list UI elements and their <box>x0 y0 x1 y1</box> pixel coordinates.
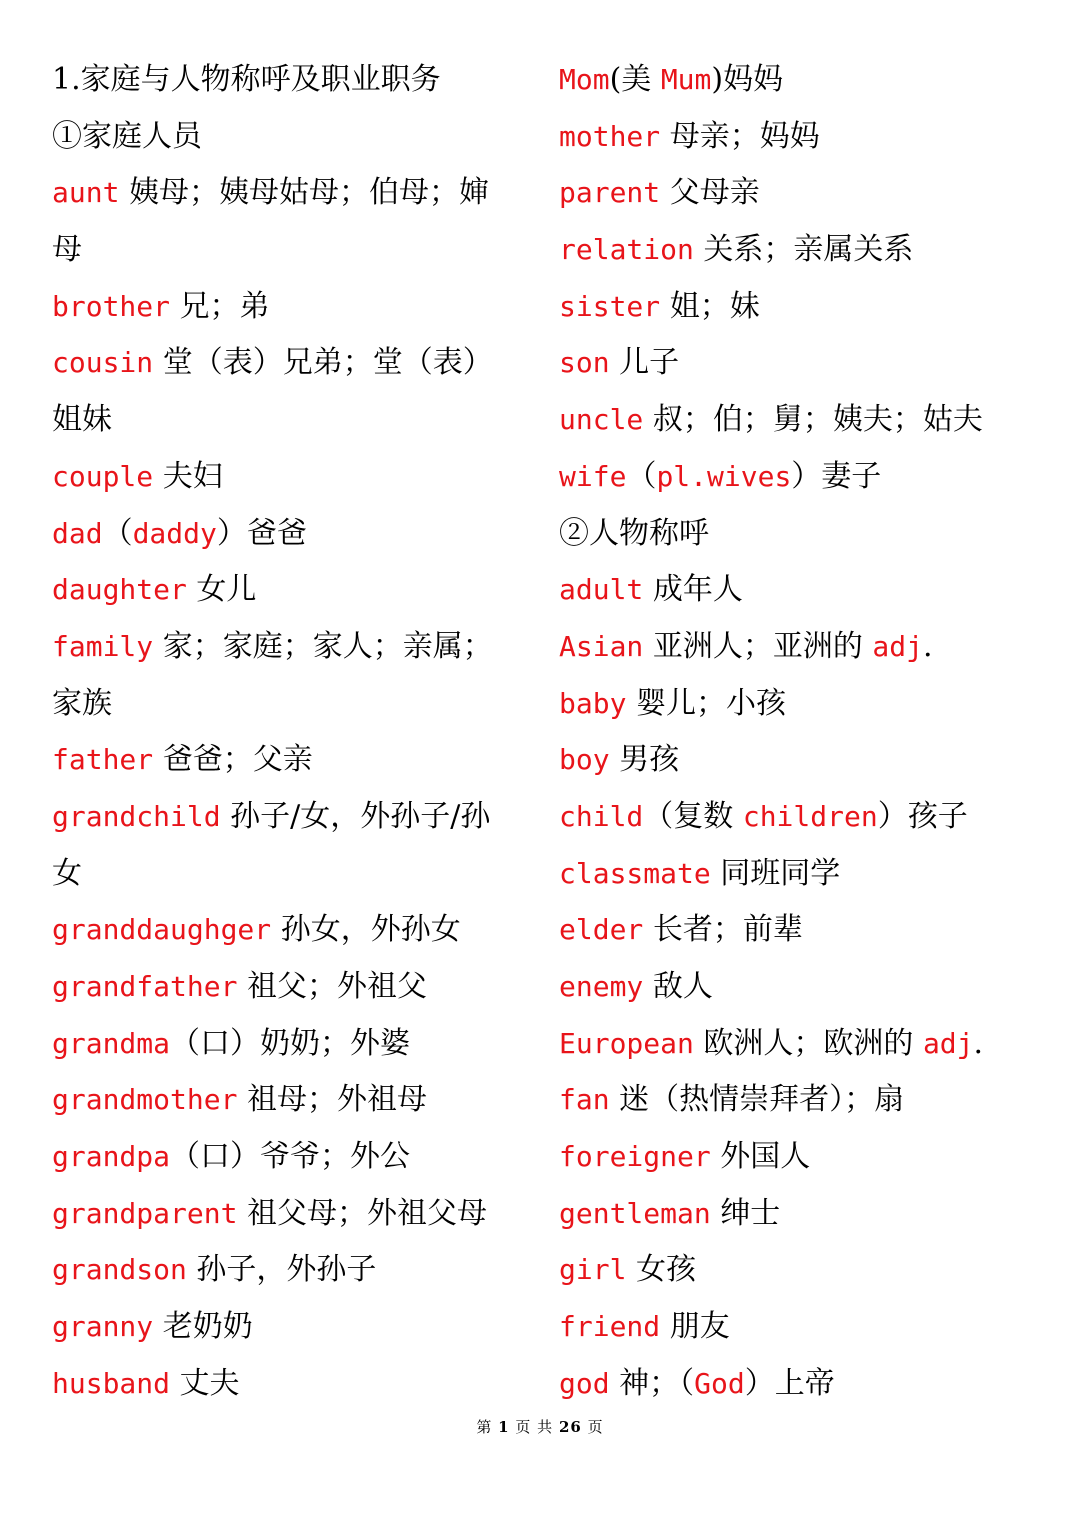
english-word: uncle <box>559 403 644 437</box>
vocab-entry <box>52 902 530 959</box>
english-word: grandchild <box>52 799 221 833</box>
vocab-entry <box>559 392 1039 449</box>
english-word: girl <box>559 1253 627 1287</box>
chinese-meaning: 祖父母；外祖父母 <box>237 1195 487 1231</box>
english-word: Mom <box>559 63 610 96</box>
english-word: brother <box>52 289 171 323</box>
vocab-entry <box>559 902 1039 959</box>
chinese-meaning: 母亲；妈妈 <box>660 118 820 154</box>
vocab-entry <box>559 1129 1039 1186</box>
english-word: Mum <box>660 63 712 96</box>
chinese-meaning: ②人物称呼 <box>559 515 709 551</box>
page-footer <box>0 1416 1080 1437</box>
chinese-meaning: 绅士 <box>710 1195 781 1231</box>
vocab-entry <box>52 506 530 563</box>
text-line <box>559 506 1039 563</box>
chinese-meaning: （口）奶奶；外婆 <box>170 1025 411 1061</box>
vocab-entry <box>52 1129 530 1186</box>
english-word: cousin <box>52 346 154 380</box>
vocab-entry <box>52 1356 530 1413</box>
english-word: wife <box>559 459 627 493</box>
text-line <box>52 222 530 279</box>
vocab-entry <box>559 676 1039 733</box>
left-column <box>52 52 530 1413</box>
english-word: son <box>559 346 610 380</box>
vocab-entry <box>52 789 530 846</box>
english-word: sister <box>559 289 661 323</box>
chinese-meaning: 祖母；外祖母 <box>237 1082 427 1118</box>
english-word: father <box>52 743 154 777</box>
chinese-meaning: （ <box>102 515 133 551</box>
text-line <box>52 846 530 903</box>
chinese-meaning: ①家庭人员 <box>52 118 202 154</box>
vocab-entry <box>52 1186 530 1243</box>
vocab-entry <box>52 1242 530 1299</box>
chinese-meaning: 1.家庭与人物称呼及职业职务 <box>52 62 441 97</box>
vocab-entry <box>52 449 530 506</box>
vocab-entry <box>52 1072 530 1129</box>
chinese-meaning: 丈夫 <box>170 1365 240 1401</box>
vocab-entry <box>559 619 1039 676</box>
chinese-meaning: 母 <box>52 232 82 268</box>
english-word: daddy <box>132 516 217 550</box>
chinese-meaning: ）爸爸 <box>216 515 307 551</box>
text-line <box>52 109 530 166</box>
chinese-meaning: 亚洲人；亚洲的 <box>643 628 873 664</box>
vocab-entry <box>559 1072 1039 1129</box>
chinese-meaning: 女 <box>52 855 82 891</box>
english-word: grandma <box>52 1026 171 1060</box>
vocab-entry <box>559 562 1039 619</box>
english-word: foreigner <box>559 1140 711 1174</box>
vocab-entry <box>52 732 530 789</box>
chinese-meaning: 家族 <box>52 685 112 721</box>
english-word: couple <box>52 459 154 493</box>
english-word: grandpa <box>52 1140 171 1174</box>
english-word: gentleman <box>559 1196 711 1230</box>
english-word: granny <box>52 1310 154 1344</box>
english-word: god <box>559 1366 610 1400</box>
chinese-meaning: 迷（热情崇拜者）；扇 <box>609 1082 905 1118</box>
chinese-meaning: ）妻子 <box>791 458 882 494</box>
chinese-meaning: 男孩 <box>609 742 680 778</box>
footer-total-pages: 26 <box>558 1418 582 1436</box>
english-word: grandparent <box>52 1196 238 1230</box>
vocab-entry <box>559 1299 1039 1356</box>
chinese-meaning: )妈妈 <box>711 62 784 97</box>
english-word: pl.wives <box>656 459 792 493</box>
chinese-meaning: 婴儿；小孩 <box>626 685 786 721</box>
english-word: God <box>694 1366 745 1400</box>
english-word: Asian <box>559 629 644 663</box>
chinese-meaning: 成年人 <box>643 572 743 608</box>
chinese-meaning: （ <box>626 458 657 494</box>
vocab-entry <box>559 1186 1039 1243</box>
chinese-meaning: 孙子，外孙子 <box>186 1252 377 1288</box>
vocab-entry <box>559 165 1039 222</box>
chinese-meaning: 姨母；姨母姑母；伯母；婶 <box>119 175 489 211</box>
chinese-meaning: 长者；前辈 <box>643 912 803 948</box>
chinese-meaning: 祖父；外祖父 <box>237 969 427 1004</box>
chinese-meaning: 叔；伯；舅；姨夫；姑夫 <box>643 402 983 438</box>
english-word: elder <box>559 913 644 947</box>
vocab-entry <box>559 1016 1039 1073</box>
english-word: adult <box>559 573 644 607</box>
english-word: grandson <box>52 1253 187 1287</box>
vocab-entry <box>52 619 530 676</box>
english-word: aunt <box>52 176 120 210</box>
vocab-entry <box>559 279 1039 336</box>
chinese-meaning: 儿子 <box>609 345 680 381</box>
english-word: classmate <box>559 856 711 890</box>
vocab-entry <box>52 1299 530 1356</box>
text-line <box>52 52 530 109</box>
english-word: European <box>559 1026 694 1060</box>
text-line <box>52 676 530 733</box>
right-column <box>559 52 1039 1413</box>
chinese-meaning: . <box>973 1025 984 1061</box>
chinese-meaning: 堂（表）兄弟；堂（表） <box>153 345 493 381</box>
vocab-entry <box>559 222 1039 279</box>
english-word: relation <box>559 233 694 267</box>
text-line <box>52 392 530 449</box>
chinese-meaning: 父母亲 <box>660 175 760 211</box>
english-word: dad <box>52 516 103 550</box>
english-word: enemy <box>559 970 644 1003</box>
chinese-meaning: 夫妇 <box>153 458 223 494</box>
chinese-meaning: 爸爸；父亲 <box>153 742 313 778</box>
english-word: family <box>52 629 154 663</box>
english-word: baby <box>559 686 627 720</box>
chinese-meaning: 孙女，外孙女 <box>271 912 461 948</box>
vocab-entry <box>559 1242 1039 1299</box>
english-word: adj <box>872 629 923 663</box>
chinese-meaning: (美 <box>609 62 661 97</box>
chinese-meaning: ）上帝 <box>744 1365 835 1401</box>
vocab-entry <box>52 959 530 1016</box>
chinese-meaning: 敌人 <box>643 969 713 1004</box>
vocab-entry <box>559 732 1039 789</box>
english-word: parent <box>559 176 661 210</box>
vocab-entry <box>559 335 1039 392</box>
english-word: adj <box>922 1026 974 1060</box>
english-word: husband <box>52 1366 171 1400</box>
english-word: daughter <box>52 573 187 607</box>
chinese-meaning: 朋友 <box>660 1309 730 1345</box>
english-word: mother <box>559 119 661 153</box>
chinese-meaning: 女孩 <box>626 1252 696 1288</box>
english-word: fan <box>559 1083 610 1117</box>
chinese-meaning: （复数 <box>643 798 743 834</box>
english-word: grandmother <box>52 1083 238 1117</box>
vocab-entry <box>559 449 1039 506</box>
chinese-meaning: 老奶奶 <box>153 1309 253 1345</box>
vocab-entry <box>559 959 1039 1016</box>
vocab-entry <box>52 335 530 392</box>
chinese-meaning: 兄；弟 <box>170 288 270 324</box>
chinese-meaning: ）孩子 <box>877 798 968 834</box>
vocab-entry <box>52 279 530 336</box>
chinese-meaning: 同班同学 <box>710 855 841 891</box>
english-word: granddaughger <box>52 913 272 947</box>
chinese-meaning: 姐妹 <box>52 402 112 438</box>
english-word: children <box>742 799 878 833</box>
vocab-entry <box>52 562 530 619</box>
vocab-entry <box>559 109 1039 166</box>
chinese-meaning: 神；（ <box>609 1365 695 1401</box>
chinese-meaning: 女儿 <box>186 572 257 608</box>
chinese-meaning: 关系；亲属关系 <box>693 232 914 268</box>
chinese-meaning: 欧洲人；欧洲的 <box>693 1025 923 1061</box>
chinese-meaning: . <box>922 628 933 664</box>
chinese-meaning: 孙子/女，外孙子/孙 <box>220 798 491 834</box>
footer-current-page: 1 <box>498 1418 510 1436</box>
vocab-entry <box>559 789 1039 846</box>
vocab-entry <box>559 1356 1039 1413</box>
english-word: grandfather <box>52 970 238 1003</box>
english-word: friend <box>559 1310 661 1344</box>
footer-middle: 页 共 <box>515 1418 554 1436</box>
vocab-entry <box>559 52 1039 109</box>
footer-suffix: 页 <box>587 1418 604 1436</box>
vocab-entry <box>559 846 1039 903</box>
chinese-meaning: 姐；妹 <box>660 288 760 324</box>
english-word: child <box>559 799 644 833</box>
footer-prefix: 第 <box>476 1418 493 1436</box>
chinese-meaning: 家；家庭；家人；亲属； <box>153 628 493 664</box>
chinese-meaning: （口）爷爷；外公 <box>170 1139 411 1175</box>
vocab-entry <box>52 165 530 222</box>
vocab-entry <box>52 1016 530 1073</box>
chinese-meaning: 外国人 <box>710 1139 811 1175</box>
english-word: boy <box>559 743 610 777</box>
